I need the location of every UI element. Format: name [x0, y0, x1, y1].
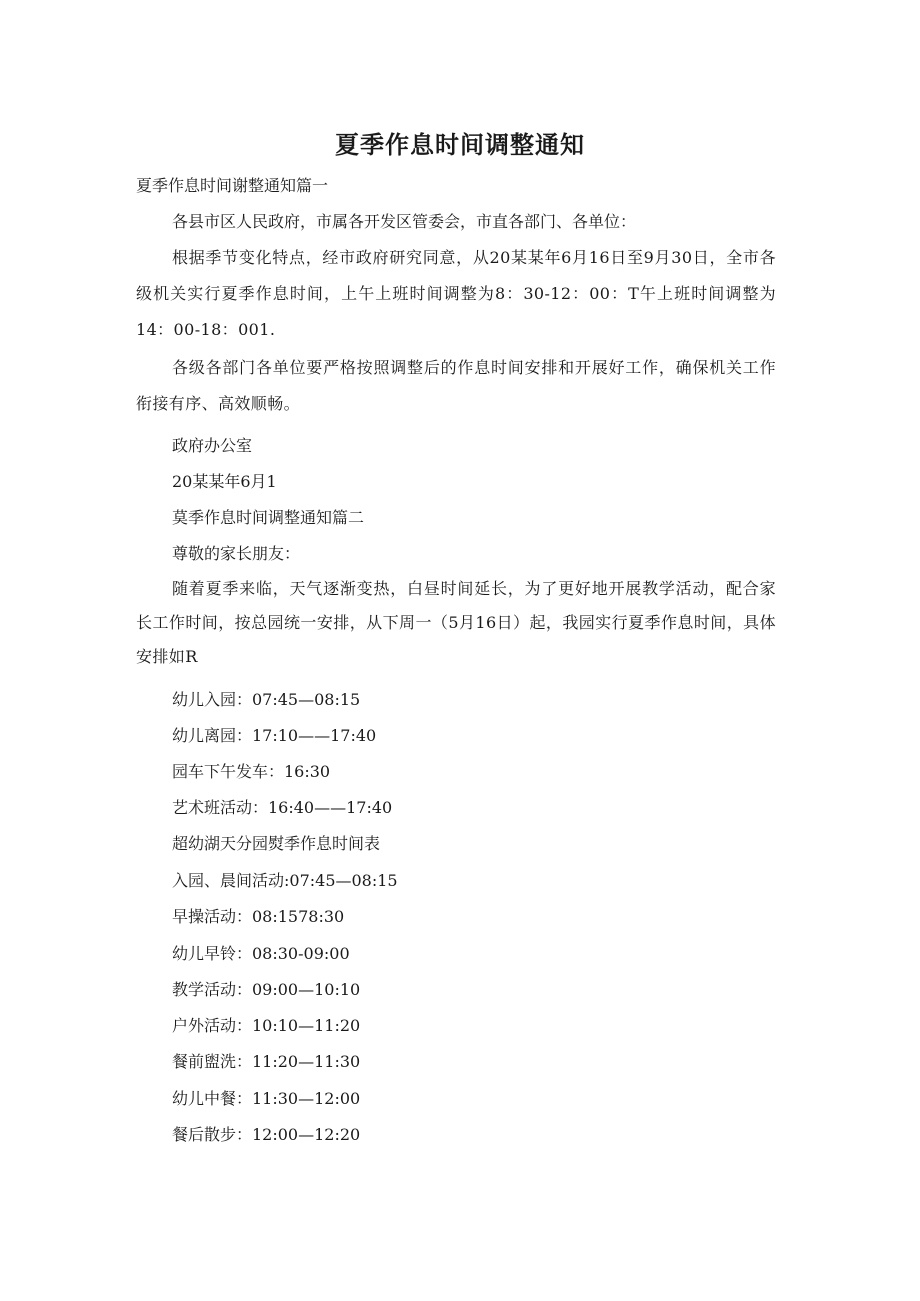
schedule-row: 教学活动：09:00—10:10	[172, 980, 361, 999]
schedule-row: 餐前盥洗：11:20—11:30	[172, 1052, 361, 1071]
list-item: 幼儿离园：17:10——17:40	[172, 726, 377, 745]
part1-date: 20某某年6月1	[172, 472, 277, 491]
schedule-row: 幼儿中餐：11:30—12:00	[172, 1089, 361, 1108]
schedule-row: 早操活动：08:1578:30	[172, 907, 345, 926]
schedule-row: 餐后散步：12:00—12:20	[172, 1125, 361, 1144]
document-title: 夏季作息时间调整通知	[335, 131, 585, 159]
part1-salutation: 各县市区人民政府，市属各开发区管委会，市直各部门、各单位：	[172, 212, 637, 231]
list-item: 艺术班活动：16:40——17:40	[172, 798, 393, 817]
list-item: 园车下午发车：16:30	[172, 762, 331, 781]
part2-salutation: 尊敬的家长朋友：	[172, 544, 301, 563]
schedule-row: 入园、晨间活动:07:45—08:15	[172, 871, 398, 890]
part2-heading: 莫季作息时间调整通知篇二	[172, 508, 365, 527]
schedule-table-title: 超幼湖天分园熨季作息时间表	[172, 834, 381, 853]
schedule-row: 户外活动：10:10—11:20	[172, 1016, 361, 1035]
part1-heading: 夏季作息时间谢整通知篇一	[136, 176, 329, 195]
part1-body-paragraph-2: 各级各部门各单位要严格按照调整后的作息时间安排和开展好工作，确保机关工作衔接有序、高效顺畅。	[136, 358, 776, 413]
part2-body-paragraph: 随着夏季来临，天气逐渐变热，白昼时间延长，为了更好地开展教学活动，配合家长工作时间，按总园统一安排，从下周一（5月16日）起，我园实行夏季作息时间，具体安排如R	[136, 579, 776, 666]
list-item: 幼儿入园：07:45—08:15	[172, 690, 361, 709]
part1-signer: 政府办公室	[172, 436, 253, 455]
part1-body-paragraph-1: 根据季节变化特点，经市政府研究同意，从20某某年6月16日至9月30日，全市各级机关实行夏季作息时间，上午上班时间调整为8：30-12：00：T午上班时间调整为14：00-18：001.	[136, 248, 776, 339]
schedule-row: 幼儿早铃：08:30-09:00	[172, 944, 350, 963]
